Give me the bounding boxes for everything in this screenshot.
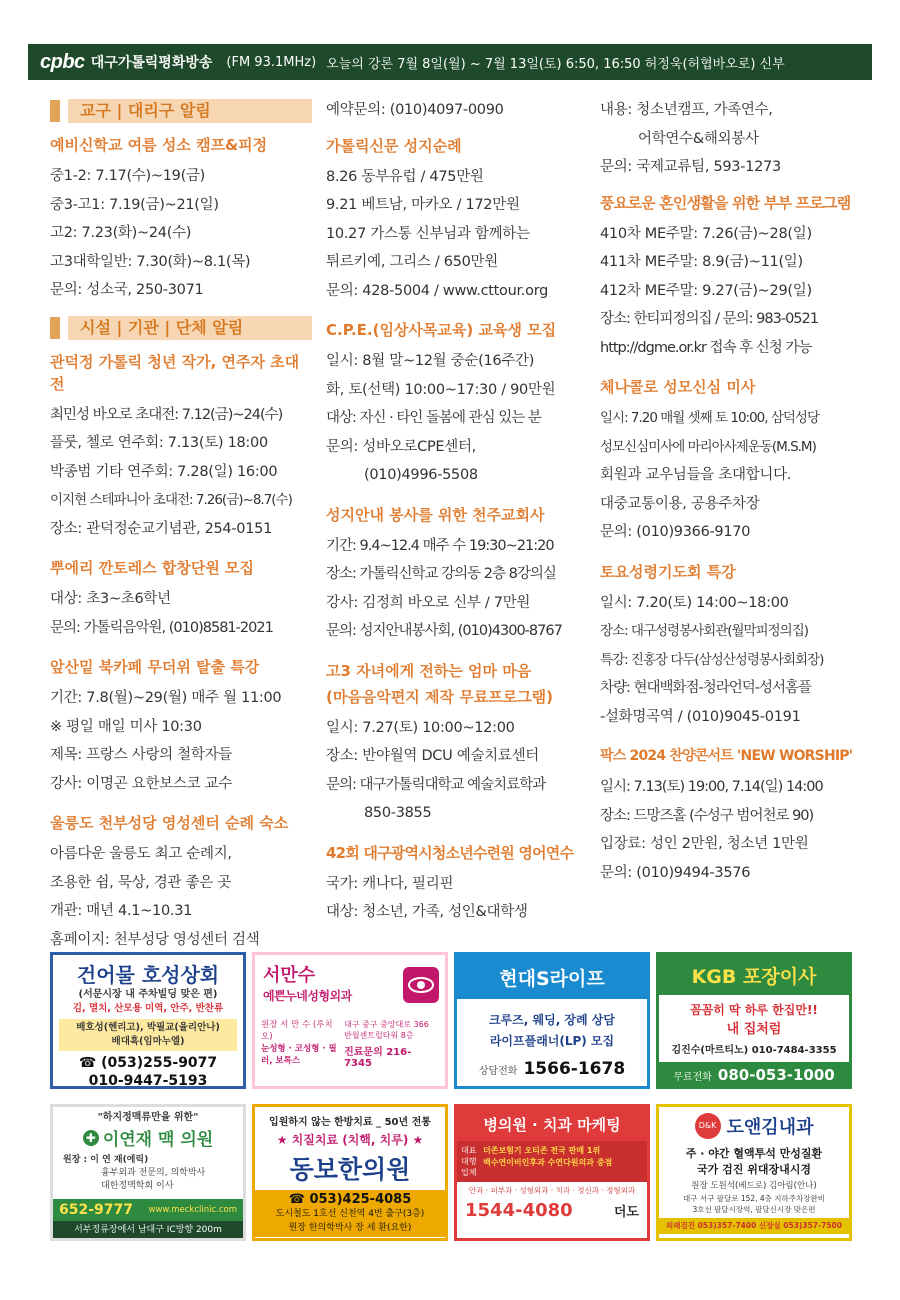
ad-kgb-moving[interactable] bbox=[656, 952, 852, 1089]
notice-line: -설화명곡역 / (010)9045-0191 bbox=[600, 708, 801, 725]
notice-line: 아름다운 울릉도 최고 순례지, bbox=[50, 846, 232, 862]
notice-line: 9.21 베트남, 마카오 / 172만원 bbox=[326, 197, 520, 213]
ad-phone: 1566-1678 bbox=[523, 1059, 626, 1079]
notice-line: 입장료: 성인 2만원, 청소년 1만원 bbox=[600, 836, 809, 852]
homily-schedule: 오늘의 강론 7월 8일(월) ~ 7월 13일(토) 6:50, 16:50 허정욱(허협바오로) 신부 bbox=[326, 56, 785, 72]
ad-website[interactable]: www.meckclinic.com bbox=[148, 1205, 237, 1215]
ad-header bbox=[457, 955, 647, 999]
notice-line: 장소: 가톨릭신학교 강의동 2층 8강의실 bbox=[326, 566, 556, 582]
ad-text: 원장 : 이 연 재(에릭) bbox=[63, 1155, 149, 1165]
ad-vein-clinic[interactable] bbox=[50, 1104, 246, 1241]
ad-text: (서문시장 내 주차빌딩 맞은 편) bbox=[78, 989, 218, 1000]
ad-text: 국가 검진 위대장내시경 bbox=[697, 1163, 811, 1176]
section-title: 시설 | 기관 | 단체 알림 bbox=[68, 316, 312, 340]
ad-header bbox=[659, 955, 849, 995]
ad-text: 크루즈, 웨딩, 장례 상담 bbox=[489, 1013, 615, 1027]
ad-hyundai-life[interactable] bbox=[454, 952, 650, 1089]
notice-line: 대상: 자신 · 타인 돌봄에 관심 있는 분 bbox=[326, 410, 541, 426]
notice-title: (마음음악편지 제작 무료프로그램) bbox=[326, 687, 554, 706]
notice-line: 박종범 기타 연주회: 7.28(일) 16:00 bbox=[50, 463, 278, 480]
notice-line: 일시: 7.20(토) 14:00~18:00 bbox=[600, 594, 789, 611]
notice-line: 문의: (010)9366-9170 bbox=[600, 524, 751, 540]
ad-text: ★ 치질치료 (치핵, 치루) ★ bbox=[276, 1133, 424, 1147]
notice-line: 플룻, 첼로 연주회: 7.13(토) 18:00 bbox=[50, 435, 268, 451]
notice-line: 중1-2: 7.17(수)~19(금) bbox=[50, 168, 206, 184]
ad-phone: 진료문의 216-7345 bbox=[344, 1047, 412, 1069]
notice-line: 일시: 7.13(토) 19:00, 7.14(일) 14:00 bbox=[600, 779, 823, 795]
notice-line: http://dgme.or.kr 접속 후 신청 가능 bbox=[600, 339, 812, 356]
notice-line: 화, 토(선택) 10:00~17:30 / 90만원 bbox=[326, 381, 556, 398]
notice-title: 뿌에리 깐토레스 합창단원 모집 bbox=[50, 559, 255, 577]
ad-text: 원장 서 만 수 (루치오) bbox=[261, 1020, 333, 1042]
ad-text: "하지정맥류만을 위한" bbox=[97, 1112, 199, 1123]
notice-line: 문의: (010)9494-3576 bbox=[600, 864, 751, 881]
ad-text: 도시철도 1호선 신천역 4번 출구(3층) bbox=[275, 1209, 425, 1219]
notice-line: 문의: 성지안내봉사회, (010)4300-8767 bbox=[326, 623, 562, 639]
ad-title: 건어물 호성상회 bbox=[76, 963, 220, 987]
notice-line: 문의: 국제교류팀, 593-1273 bbox=[600, 159, 781, 175]
section-header-diocese bbox=[50, 96, 312, 126]
ad-do-kim-clinic[interactable] bbox=[656, 1104, 852, 1241]
notice-line: 대중교통이용, 공용주차장 bbox=[600, 495, 760, 512]
cross-icon: ✚ bbox=[83, 1130, 99, 1146]
ad-text: 3호선 팔달시장역, 팔달신시장 맞은편 bbox=[692, 1205, 816, 1214]
notice-title: 앞산밑 북카페 무더위 탈출 특강 bbox=[50, 658, 260, 676]
ad-title: KGB 포장이사 bbox=[691, 965, 817, 988]
ad-hospital-marketing[interactable] bbox=[454, 1104, 650, 1241]
ad-text: 더존보험기 오티존 전국 판매 1위 bbox=[483, 1146, 601, 1155]
notice-line: 회원과 교우님들을 초대합니다. bbox=[600, 467, 792, 483]
notice-title: C.P.E.(임상사목교육) 교육생 모집 bbox=[326, 321, 557, 339]
notice-title: 울릉도 천부성당 영성센터 순례 숙소 bbox=[50, 814, 289, 832]
notice-title: 고3 자녀에게 전하는 엄마 마음 bbox=[326, 661, 532, 680]
clinic-logo-icon: D&K bbox=[695, 1113, 721, 1139]
notice-line: 강사: 이명곤 요한보스코 교수 bbox=[50, 775, 232, 792]
notice-title: 토요성령기도회 특강 bbox=[600, 562, 736, 581]
column-2 bbox=[326, 96, 588, 927]
ad-text: 눈성형 · 코성형 · 필러, 보톡스 bbox=[261, 1044, 337, 1066]
notice-line: 대상: 청소년, 가족, 성인&대학생 bbox=[326, 904, 528, 920]
ad-text: 대한정맥학회 이사 bbox=[101, 1181, 174, 1191]
notice-line: 강사: 김정희 바오로 신부 / 7만원 bbox=[326, 594, 531, 611]
notice-line: 412차 ME주말: 9.27(금)~29(일) bbox=[600, 282, 812, 299]
section-header-facilities bbox=[50, 313, 312, 343]
notice-line: 홈페이지: 천부성당 영성센터 검색 bbox=[50, 931, 260, 948]
notice-line: 장소: 반야월역 DCU 예술치료센터 bbox=[326, 748, 539, 764]
ad-text: 배호성(헨리고), 박필교(율리안나) bbox=[76, 1022, 220, 1033]
ad-dried-seafood[interactable] bbox=[50, 952, 246, 1089]
ad-text: 원장 한의학박사 장 세 환(요한) bbox=[288, 1223, 412, 1233]
ad-title: 이연재 맥 의원 bbox=[102, 1130, 214, 1150]
notice-line: 중3-고1: 7.19(금)~21(일) bbox=[50, 196, 219, 213]
ad-title: 도앤김내과 bbox=[726, 1117, 814, 1138]
ad-dongbo-clinic[interactable] bbox=[252, 1104, 448, 1241]
ad-text: 안과 · 피부과 · 성형외과 · 치과 · 정신과 · 정형외과 bbox=[468, 1186, 636, 1195]
ad-phone: ☎ (053)255-9077 bbox=[78, 1055, 218, 1071]
notice-title: 풍요로운 혼인생활을 위한 부부 프로그램 bbox=[600, 193, 851, 212]
ad-text: 배대흑(임마누엘) bbox=[111, 1036, 185, 1047]
ad-phone: 080-053-1000 bbox=[717, 1066, 835, 1084]
notice-line: 성모신심미사에 마리아사제운동(M.S.M) bbox=[600, 438, 816, 455]
ad-phone: 652-9777 bbox=[59, 1202, 133, 1218]
column-3 bbox=[600, 96, 864, 887]
notice-line: 일시: 7.20 매월 셋째 토 10:00, 삼덕성당 bbox=[600, 410, 820, 426]
notice-line: 문의: 성소국, 250-3071 bbox=[50, 282, 204, 298]
notice-line: 장소: 드망즈홀 (수성구 범어천로 90) bbox=[600, 807, 814, 824]
notice-line: 장소: 대구성령봉사회관(월막피정의집) bbox=[600, 623, 809, 639]
notice-title: 팍스 2024 찬양콘서트 'NEW WORSHIP' bbox=[600, 748, 853, 764]
ad-text: 백수연이비인후과 수연다원의과 중점 bbox=[483, 1158, 613, 1167]
notice-line: 어학연수&해외봉사 bbox=[638, 130, 759, 147]
notice-line: 411차 ME주말: 8.9(금)~11(일) bbox=[600, 254, 803, 270]
notice-line: 10.27 가스통 신부님과 함께하는 bbox=[326, 225, 530, 242]
notice-line: 기간: 7.8(월)~29(월) 매주 월 11:00 bbox=[50, 690, 282, 706]
ad-text: 대표 대행 업체 bbox=[461, 1146, 477, 1177]
notice-title: 관덕정 가톨릭 청년 작가, 연주자 초대전 bbox=[50, 352, 300, 393]
notice-line: 특강: 진홍장 다두(삼성산성령봉사회회장) bbox=[600, 651, 824, 668]
ad-logo: 더도 bbox=[613, 1205, 639, 1220]
ad-text: 꼼꼼히 딱 하루 한집만!! bbox=[690, 1003, 818, 1017]
notice-title: 42회 대구광역시청소년수련원 영어연수 bbox=[326, 843, 574, 862]
notice-line: 예약문의: (010)4097-0090 bbox=[326, 102, 504, 118]
ad-text: 흉부외과 전문의, 의학박사 bbox=[101, 1168, 206, 1178]
notice-title: 가톨릭신문 성지순례 bbox=[326, 136, 462, 155]
notice-line: (010)4996-5508 bbox=[364, 467, 478, 483]
ad-text: 내 집처럼 bbox=[726, 1022, 782, 1037]
notice-line: 기간: 9.4~12.4 매주 수 19:30~21:20 bbox=[326, 537, 554, 554]
ad-phone: ☎ 053)425-4085 bbox=[288, 1192, 412, 1207]
notice-line: 일시: 8월 말~12월 중순(16주간) bbox=[326, 353, 535, 369]
ad-text: 무료전화 bbox=[673, 1071, 712, 1083]
notice-line: 문의: 대구가톨릭대학교 예술치료학과 bbox=[326, 776, 546, 793]
notice-line: 고2: 7.23(화)~24(수) bbox=[50, 225, 192, 241]
section-title: 교구 | 대리구 알림 bbox=[68, 99, 312, 123]
notice-line: 튀르키예, 그리스 / 650만원 bbox=[326, 254, 498, 270]
ad-phone: 1544-4080 bbox=[465, 1200, 573, 1221]
notice-line: 문의: 가톨릭음악원, (010)8581-2021 bbox=[50, 619, 273, 636]
station-frequency: (FM 93.1MHz) bbox=[226, 54, 317, 70]
ad-text: 대구 중구 중앙대로 366 반월센트럴타워 8층 bbox=[344, 1020, 429, 1040]
ad-text: 김진수(마르티노) 010-7484-3355 bbox=[671, 1045, 837, 1056]
ad-text: 상담전화 bbox=[478, 1065, 518, 1077]
notice-title: 예비신학교 여름 성소 캠프&피정 bbox=[50, 136, 268, 154]
notice-line: 장소: 한티피정의집 / 문의: 983-0521 bbox=[600, 311, 818, 327]
ad-title: 예쁜누네성형외과 bbox=[263, 989, 352, 1003]
notice-line: 조용한 쉼, 묵상, 경관 좋은 곳 bbox=[50, 874, 231, 891]
notice-line: 대상: 초3~초6학년 bbox=[50, 591, 171, 607]
ad-header bbox=[457, 1107, 647, 1141]
ad-text: 대구 서구 팔달로 152, 4층 지하주차장완비 bbox=[682, 1194, 826, 1203]
section-bar bbox=[50, 100, 60, 122]
eye-logo-icon bbox=[403, 967, 439, 1003]
ad-text: 주 · 야간 혈액투석 만성질환 bbox=[685, 1147, 823, 1160]
notice-line: 장소: 관덕정순교기념관, 254-0151 bbox=[50, 520, 272, 537]
notice-line: 문의: 428-5004 / www.cttour.org bbox=[326, 282, 549, 299]
notice-line: 8.26 동부유럽 / 475만원 bbox=[326, 168, 484, 185]
station-name: 대구가톨릭평화방송 bbox=[90, 55, 213, 71]
ad-phone: 외래검진 053)357-7400 신장실 053)357-7500 bbox=[659, 1218, 849, 1234]
notice-line: 내용: 청소년캠프, 가족연수, bbox=[600, 102, 773, 118]
notice-line: 410차 ME주말: 7.26(금)~28(일) bbox=[600, 225, 812, 242]
ad-plastic-surgery[interactable] bbox=[252, 952, 448, 1089]
notice-line: 고3대학일반: 7.30(화)~8.1(목) bbox=[50, 253, 251, 270]
cpbc-logo: cpbc bbox=[40, 50, 85, 73]
ad-text: 라이프플래너(LP) 모집 bbox=[489, 1034, 615, 1048]
ad-text: 서부정류장에서 남대구 IC방향 200m bbox=[53, 1221, 243, 1239]
ad-title: 병의원 · 치과 마케팅 bbox=[483, 1115, 621, 1134]
ad-title: 현대S라이프 bbox=[499, 967, 605, 990]
ad-title: 서만수 bbox=[263, 965, 316, 986]
ad-title: 동보한의원 bbox=[289, 1155, 411, 1184]
notice-line: 최민성 바오로 초대전: 7.12(금)~24(수) bbox=[50, 406, 283, 423]
notice-line: 차량: 현대백화점-청라언덕-성서홈플 bbox=[600, 680, 812, 696]
notice-line: 문의: 성바오로CPE센터, bbox=[326, 438, 476, 455]
notice-line: 850-3855 bbox=[364, 805, 432, 821]
notice-line: 이지현 스테파니아 초대전: 7.26(금)~8.7(수) bbox=[50, 492, 292, 508]
notice-line: 제목: 프랑스 사랑의 철학자들 bbox=[50, 747, 232, 763]
section-bar bbox=[50, 317, 60, 339]
notice-title: 체나콜로 성모신심 미사 bbox=[600, 378, 756, 396]
column-1 bbox=[50, 96, 312, 954]
header-bar bbox=[28, 44, 872, 80]
ad-text: 김, 멸치, 산모용 미역, 안주, 반찬류 bbox=[72, 1003, 224, 1014]
notice-line: 개관: 매년 4.1~10.31 bbox=[50, 903, 193, 919]
notice-line: 일시: 7.27(토) 10:00~12:00 bbox=[326, 719, 515, 736]
notice-line: ※ 평일 매일 미사 10:30 bbox=[50, 718, 202, 735]
ad-phone: 010-9447-5193 bbox=[88, 1073, 208, 1089]
notice-title: 성지안내 봉사를 위한 천주교회사 bbox=[326, 505, 545, 524]
ad-text: 원장 도원석(베드로) 김아림(안나) bbox=[691, 1181, 817, 1191]
ad-text: 입원하지 않는 한방치료 _ 50년 전통 bbox=[269, 1117, 431, 1128]
notice-line: 국가: 캐나다, 필리핀 bbox=[326, 875, 454, 892]
